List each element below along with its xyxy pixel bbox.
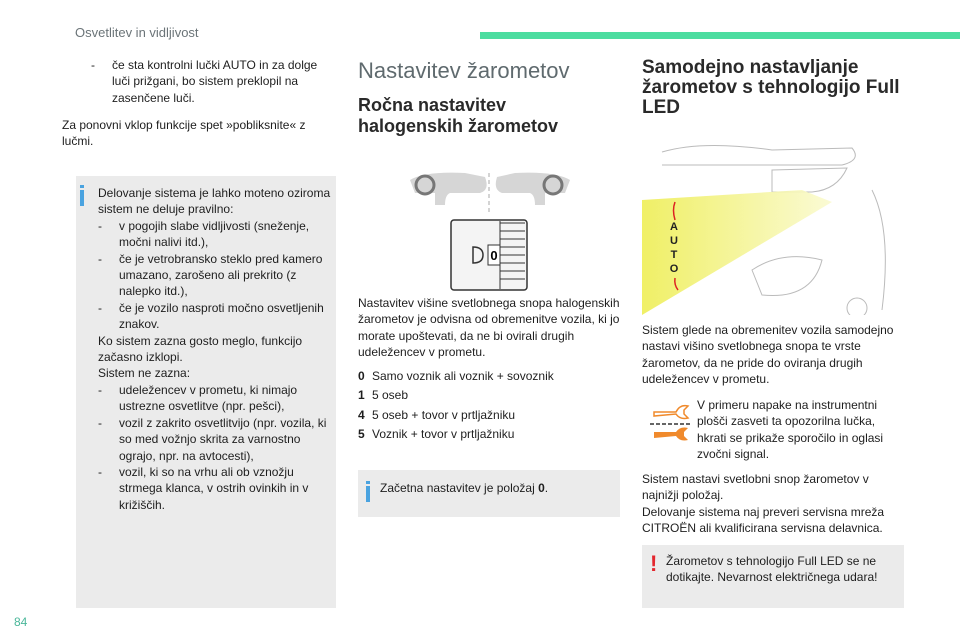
position-item: 4 5 oseb + tovor v prtljažniku: [358, 407, 516, 422]
wrench-warning-icon: [648, 400, 693, 442]
auto-paragraph: Sistem glede na obremenitev vozila samodejno nastavi višino svetlobnega snopa te vrste žarometov, da ne pride do oviranja drugih udeležencev v prometu.: [642, 323, 894, 387]
fault-consequence: Sistem nastavi svetlobni snop žarometov v najnižji položaj. Delovanje sistema naj preveri servisna mreža CITROËN ali kvalificirana servisna delavnica.: [642, 472, 885, 536]
warning-box: ! Žarometov s tehnologijo Full LED se ne dotikajte. Nevarnost električnega udara!: [642, 545, 904, 608]
page-number: 84: [14, 615, 28, 629]
svg-text:O: O: [669, 263, 679, 275]
svg-text:U: U: [670, 235, 678, 247]
manual-heading: Ročna nastavitev halogenskih žarometov: [358, 95, 559, 136]
info-icon: [366, 486, 370, 502]
box-text: Ko sistem zazna gosto meglo, funkcijo začasno izklopi.: [98, 333, 303, 365]
box-intro: Delovanje sistema je lahko moteno oziroma sistem ne deluje pravilno:: [98, 186, 331, 217]
svg-text:0: 0: [490, 248, 498, 263]
info-box-limitations: [76, 176, 336, 608]
list-item: - v pogojih slabe vidljivosti (sneženje, močni nalivi itd.),: [98, 218, 310, 250]
position-item: 5 Voznik + tovor v prtljažniku: [358, 427, 515, 442]
auto-heading: Samodejno nastavljanje žarometov s tehnologijo Full LED: [642, 57, 900, 118]
info-box-initial: Začetna nastavitev je položaj 0.: [358, 470, 620, 517]
box-text: Sistem ne zazna:: [98, 366, 191, 381]
warning-icon: !: [650, 551, 658, 576]
list-item: - vozil, ki so na vrhu ali ob vznožju strmega klanca, v ostrih ovinkih in v križiščih.: [98, 464, 309, 512]
position-item: 0 Samo voznik ali voznik + sovoznik: [358, 369, 554, 383]
list-item: - če je vetrobransko steklo pred kamero umazano, zarošeno ali prekrito (z nalepko itd.),: [98, 251, 323, 299]
page-heading: Nastavitev žarometov: [358, 58, 570, 83]
info-icon: [80, 190, 84, 206]
positions-list: [358, 368, 620, 446]
svg-text:T: T: [670, 249, 678, 261]
list-item: - udeležencev v prometu, ki nimajo ustrezne osvetlitve (npr. pešci),: [98, 382, 298, 414]
fault-paragraph: V primeru napake na instrumentni plošči zasveti ta opozorilna lučka, hkrati se prikaže sporočilo in oglasi zvočni signal.: [697, 398, 884, 462]
reactivate-paragraph: Za ponovni vklop funkcije spet »pobliksnite« z lučmi.: [62, 118, 306, 149]
section-accent-bar: [480, 32, 960, 39]
list-item: - če je vozilo nasproti močno osvetljenih znakov.: [98, 300, 324, 332]
full-led-illustration: [642, 130, 904, 315]
list-item: - vozil z zakrito osvetlitvijo (npr. vozila, ki so med vožnjo skrita za varnostno ograjo, npr. na avtocesti),: [98, 415, 327, 463]
bullet-auto: - če sta kontrolni lučki AUTO in za dolge luči prižgani, bo sistem preklopil na zasenčene luči.: [91, 58, 318, 105]
position-item: 1 5 oseb: [358, 388, 409, 403]
section-title: Osvetlitev in vidljivost: [75, 25, 199, 40]
manual-paragraph: Nastavitev višine svetlobnega snopa halogenskih žarometov je odvisna od obremenitve vozila, ki jo morate upoštevati, da ne bi ovirali drugih udeležencev v prometu.: [358, 296, 620, 360]
headlight-adjust-illustration: [405, 165, 575, 295]
svg-text:A: A: [670, 221, 678, 233]
